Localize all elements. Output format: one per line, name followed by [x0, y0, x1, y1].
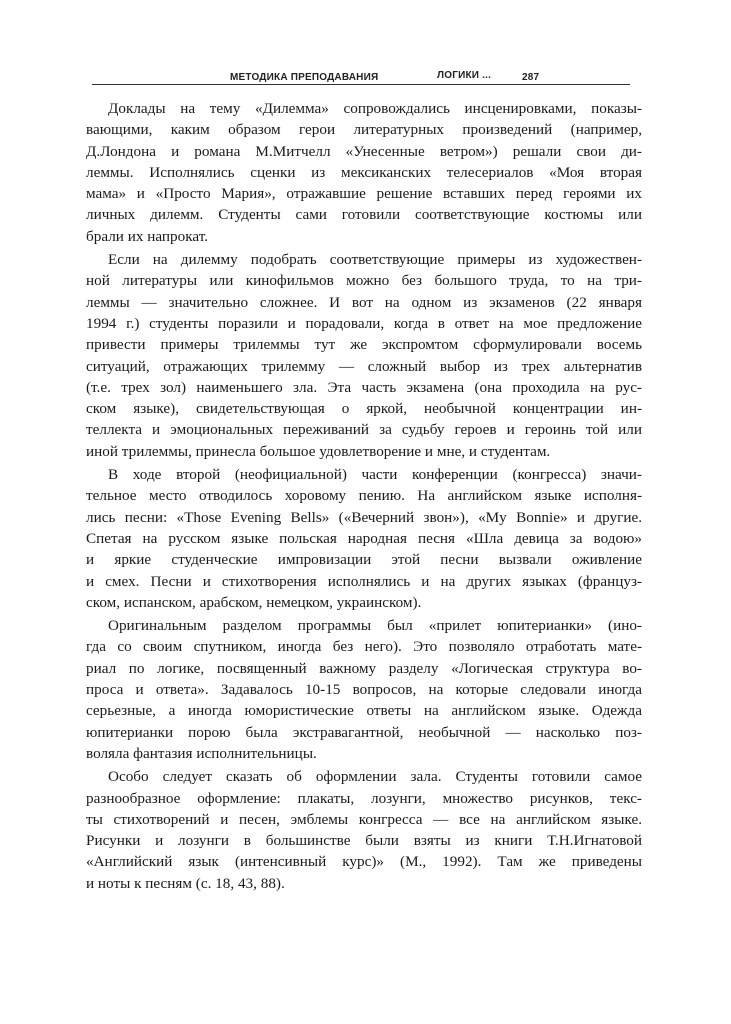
text-line: и ноты к песням (с. 18, 43, 88).: [86, 874, 285, 892]
text-line: ной литературы или кинофильмов можно без большого труда, то на три-: [86, 272, 642, 290]
text-line: лись песни: «Those Evening Bells» («Вечерний звон»), «My Bonnie» и другие.: [86, 508, 642, 526]
text-line: проса и ответа». Задавалось 10-15 вопросов, на которые следовали иногда: [86, 681, 642, 699]
text-line: личных дилемм. Студенты сами готовили соответствующие костюмы или: [86, 206, 642, 224]
text-line: гда со своим спутником, иногда без него). Это позволяло отработать мате-: [86, 638, 642, 656]
text-line: мама» и «Просто Мария», отражавшие решение вставших перед героями их: [86, 185, 642, 203]
running-head-subject: ЛОГИКИ ...: [437, 70, 492, 81]
text-line: Оригинальным разделом программы был «прилет юпитерианки» (ино-: [108, 617, 642, 635]
text-line: тельное место отводилось хоровому пению. На английском языке исполня-: [86, 487, 642, 505]
header-rule: [92, 84, 630, 85]
text-line: воляла фантазия исполнительницы.: [86, 744, 317, 762]
text-line: теллекта и эмоциональных переживаний за судьбу героев и героинь той или: [86, 421, 642, 439]
text-line: Спетая на русском языке польская народная песня «Шла девица за водою»: [86, 529, 642, 547]
text-line: Если на дилемму подобрать соответствующие примеры из художествен-: [108, 251, 642, 269]
text-line: ском языке), свидетельствующая о яркой, необычной концентрации ин-: [86, 400, 642, 418]
page-number: 287: [522, 72, 540, 83]
text-line: юпитерианки порою была экстравагантной, необычной — насколько поз-: [86, 723, 642, 741]
text-line: (т.е. трех зол) наименьшего зла. Эта часть экзамена (она проходила на рус-: [86, 378, 642, 396]
text-line: риал по логике, посвященный важному разделу «Логическая структура во-: [86, 659, 642, 677]
text-line: разнообразное оформление: плакаты, лозунги, множество рисунков, текс-: [86, 789, 642, 807]
running-head-title: МЕТОДИКА ПРЕПОДАВАНИЯ: [230, 72, 379, 83]
text-line: леммы. Исполнялись сценки из мексиканских телесериалов «Моя вторая: [86, 163, 642, 181]
running-head: [92, 70, 630, 86]
text-line: В ходе второй (неофициальной) части конференции (конгресса) значи-: [108, 466, 642, 484]
text-line: Д.Лондона и романа М.Митчелл «Унесенные ветром») решали свои ди-: [86, 142, 642, 160]
text-line: 1994 г.) студенты поразили и порадовали, когда в ответ на мое предложение: [86, 314, 642, 332]
text-line: и яркие студенческие импровизации этой песни вызвали оживление: [86, 551, 642, 569]
text-line: серьезные, а иногда юмористические ответы на английском языке. Одежда: [86, 702, 642, 720]
text-line: брали их напрокат.: [86, 227, 208, 245]
text-line: ты стихотворений и песен, эмблемы конгресса — все на английском языке.: [86, 810, 642, 828]
text-line: вающими, каким образом герои литературных произведений (например,: [86, 121, 642, 139]
text-line: «Английский язык (интенсивный курс)» (М., 1992). Там же приведены: [86, 853, 642, 871]
text-line: леммы — значительно сложнее. И вот на одном из экзаменов (22 января: [86, 293, 642, 311]
body-text: [86, 98, 642, 894]
text-line: иной трилеммы, принесла большое удовлетворение и мне, и студентам.: [86, 442, 551, 460]
text-line: Доклады на тему «Дилемма» сопровождались инсценировками, показы-: [108, 100, 642, 117]
text-line: ском, испанском, арабском, немецком, украинском).: [86, 593, 422, 611]
text-line: привести примеры трилеммы тут же экспромтом сформулировали восемь: [86, 336, 642, 354]
text-line: и смех. Песни и стихотворения исполнялись и на других языках (француз-: [86, 572, 642, 590]
text-line: Особо следует сказать об оформлении зала. Студенты готовили самое: [108, 768, 642, 786]
text-line: Рисунки и лозунги в большинстве были взяты из книги Т.Н.Игнатовой: [86, 832, 642, 850]
text-line: ситуаций, отражающих трилемму — сложный выбор из трех альтернатив: [86, 357, 642, 375]
